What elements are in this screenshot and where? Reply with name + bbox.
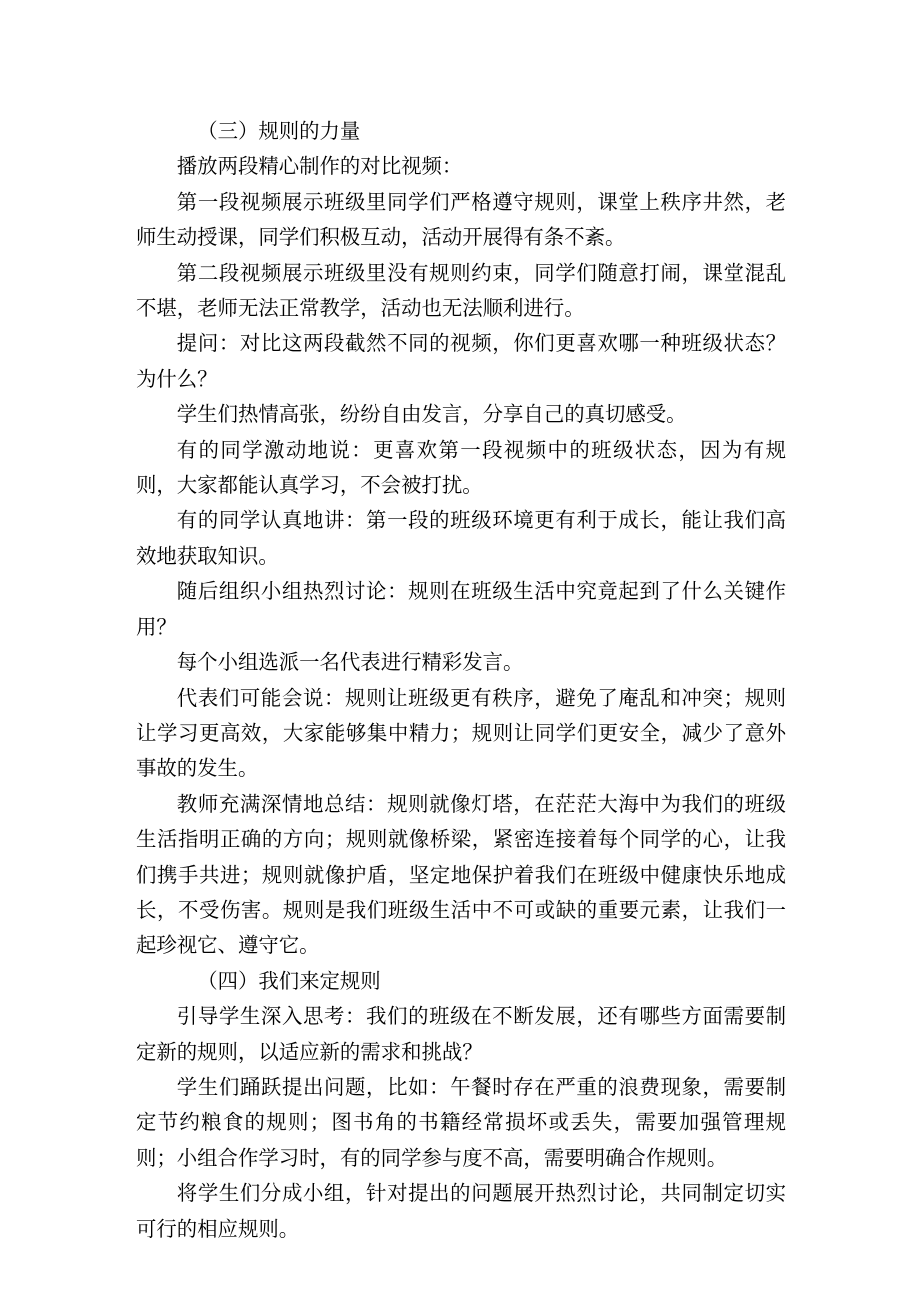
document-body	[136, 114, 786, 1247]
paragraph: 每个小组选派一名代表进行精彩发言。	[176, 650, 524, 675]
paragraph: 代表们可能会说：规则让班级更有秩序，避免了庵乱和冲突；规则让学习更高效，大家能够集中精力；规则让同学们更安全，减少了意外事故的发生。	[136, 685, 786, 781]
paragraph: 第一段视频展示班级里同学们严格遵守规则，课堂上秩序井然，老师生动授课，同学们积极互动，活动开展得有条不紊。	[136, 189, 786, 250]
section-heading-rules-power: （三）规则的力量	[197, 119, 361, 143]
paragraph: 有的同学认真地讲：第一段的班级环境更有利于成长，能让我们高效地获取知识。	[136, 508, 786, 568]
paragraph: 学生们热情高张，纷纷自由发言，分享自己的真切感受。	[176, 402, 687, 427]
paragraph: 提问：对比这两段截然不同的视频，你们更喜欢哪一种班级状态？为什么？	[136, 331, 786, 391]
paragraph: 有的同学激动地说：更喜欢第一段视频中的班级状态，因为有规则，大家都能认真学习，不会被打扰。	[136, 437, 786, 498]
paragraph: 学生们踊跃提出问题，比如：午餐时存在严重的浪费现象，需要制定节约粮食的规则；图书角的书籍经常损坏或丢失，需要加强管理规则；小组合作学习时，有的同学参与度不高，需要明确合作规则。	[136, 1074, 786, 1170]
paragraph: 第二段视频展示班级里没有规则约束，同学们随意打闹，课堂混乱不堪，老师无法正常教学，活动也无法顺利进行。	[136, 260, 786, 321]
paragraph: 将学生们分成小组，针对提出的问题展开热烈讨论，共同制定切实可行的相应规则。	[136, 1181, 786, 1241]
paragraph: 引导学生深入思考：我们的班级在不断发展，还有哪些方面需要制定新的规则，以适应新的需求和挑战？	[136, 1004, 786, 1064]
section-heading-make-rules: （四）我们来定规则	[197, 968, 381, 993]
paragraph: 教师充满深情地总结：规则就像灯塔，在茫茫大海中为我们的班级生活指明正确的方向；规则就像桥梁，紧密连接着每个同学的心，让我们携手共进；规则就像护盾，坚定地保护着我们在班级中健康快乐地成长，不受伤害。规则是我们班级生活中不可或缺的重要元素，让我们一起珍视它、遵守它。	[136, 791, 786, 958]
paragraph: 播放两段精心制作的对比视频：	[176, 154, 463, 179]
paragraph: 随后组织小组热烈讨论：规则在班级生活中究竟起到了什么关键作用？	[136, 579, 786, 639]
